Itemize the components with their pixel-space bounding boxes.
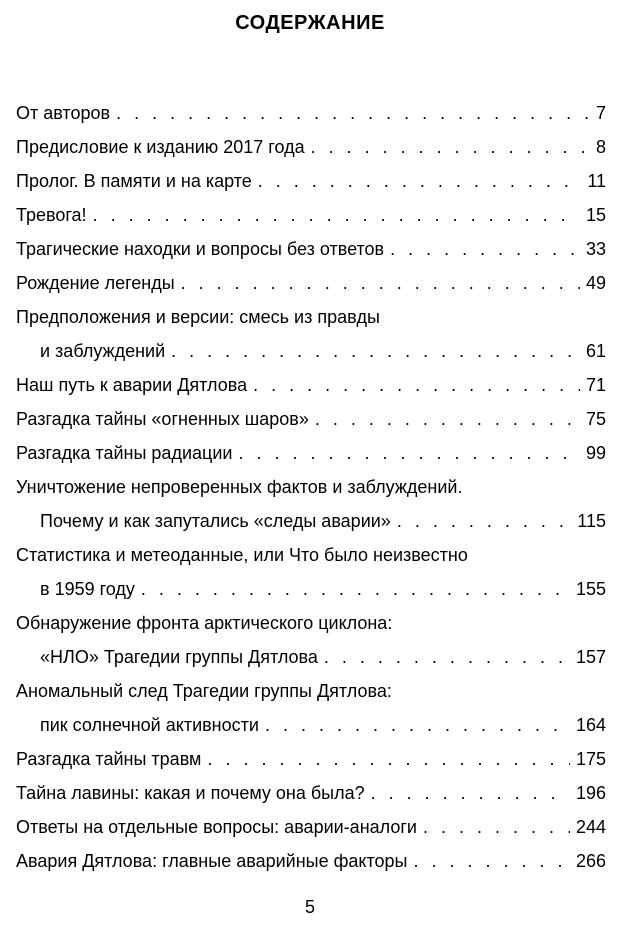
toc-entry: [16, 606, 606, 674]
entry-page-number: 33: [585, 239, 606, 259]
entry-title: Уничтожение непроверенных фактов и заблуждений.: [16, 477, 463, 497]
toc-entry: [16, 130, 606, 164]
entry-title: Обнаружение фронта арктического циклона:: [16, 613, 393, 633]
entry-title: Предисловие к изданию 2017 года: [16, 137, 305, 157]
dot-leader: [423, 810, 570, 844]
toc-entry: [16, 402, 606, 436]
entry-title: Трагические находки и вопросы без ответов: [16, 239, 385, 259]
entry-page-number: 61: [585, 341, 606, 361]
entry-page-number: 75: [585, 409, 606, 429]
toc-entry: [16, 538, 606, 606]
dot-leader: [311, 130, 590, 164]
dot-leader: [390, 232, 580, 266]
toc-entry: [16, 266, 606, 300]
entry-page-number: 157: [575, 647, 606, 667]
toc-entry: [16, 198, 606, 232]
entry-title: Разгадка тайны травм: [16, 749, 202, 769]
entry-title: Аномальный след Трагедии группы Дятлова:: [16, 681, 392, 701]
entry-page-number: 7: [595, 103, 606, 123]
entry-title-continuation: пик солнечной активности: [40, 715, 259, 735]
entry-page-number: 49: [585, 273, 606, 293]
toc-entry: [16, 810, 606, 844]
toc-entry: [16, 300, 606, 368]
page-number: 5: [304, 897, 315, 917]
toc-entry: [16, 232, 606, 266]
dot-leader: [414, 844, 570, 878]
entry-title-continuation: Почему и как запутались «следы аварии»: [40, 511, 391, 531]
dot-leader: [93, 198, 580, 232]
toc-entry: [16, 436, 606, 470]
toc-entry: [16, 776, 606, 810]
entry-title: Тревога!: [16, 205, 87, 225]
entry-page-number: 155: [575, 579, 606, 599]
entry-title: Пролог. В памяти и на карте: [16, 171, 252, 191]
entry-title: Авария Дятлова: главные аварийные факторы: [16, 851, 408, 871]
entry-page-number: 99: [585, 443, 606, 463]
dot-leader: [171, 334, 580, 368]
entry-title: Наш путь к аварии Дятлова: [16, 375, 248, 395]
entry-title-continuation: и заблуждений: [40, 341, 166, 361]
toc-entry: [16, 844, 606, 878]
entry-page-number: 175: [575, 749, 606, 769]
entry-page-number: 115: [577, 511, 606, 531]
entry-title: Рождение легенды: [16, 273, 175, 293]
entry-title: Предположения и версии: смесь из правды: [16, 307, 380, 327]
dot-leader: [265, 708, 570, 742]
toc-entry: [16, 742, 606, 776]
entry-page-number: 8: [595, 137, 606, 157]
toc-entry: [16, 368, 606, 402]
entry-page-number: 71: [585, 375, 606, 395]
entry-page-number: 11: [587, 171, 606, 191]
entry-page-number: 266: [575, 851, 606, 871]
entry-page-number: 164: [575, 715, 606, 735]
page-title: СОДЕРЖАНИЕ: [235, 12, 385, 34]
toc-entry: [16, 164, 606, 198]
entry-title: Тайна лавины: какая и почему она была?: [16, 783, 365, 803]
dot-leader: [207, 742, 570, 776]
dot-leader: [253, 368, 580, 402]
entry-page-number: 244: [575, 817, 606, 837]
dot-leader: [258, 164, 582, 198]
dot-leader: [397, 504, 571, 538]
entry-title: От авторов: [16, 103, 111, 123]
dot-leader: [116, 96, 590, 130]
entry-title-continuation: в 1959 году: [40, 579, 135, 599]
entry-title: Разгадка тайны радиации: [16, 443, 233, 463]
dot-leader: [315, 402, 580, 436]
entry-title: Статистика и метеоданные, или Что было неизвестно: [16, 545, 468, 565]
entry-page-number: 15: [585, 205, 606, 225]
toc-entry: [16, 470, 606, 538]
entry-title-continuation: «НЛО» Трагедии группы Дятлова: [40, 647, 318, 667]
entry-page-number: 196: [575, 783, 606, 803]
dot-leader: [238, 436, 580, 470]
dot-leader: [141, 572, 570, 606]
toc-entry: [16, 674, 606, 742]
dot-leader: [181, 266, 580, 300]
table-of-contents: [16, 96, 606, 878]
dot-leader: [371, 776, 570, 810]
entry-title: Ответы на отдельные вопросы: аварии-аналоги: [16, 817, 417, 837]
dot-leader: [324, 640, 570, 674]
entry-title: Разгадка тайны «огненных шаров»: [16, 409, 309, 429]
toc-entry: [16, 96, 606, 130]
